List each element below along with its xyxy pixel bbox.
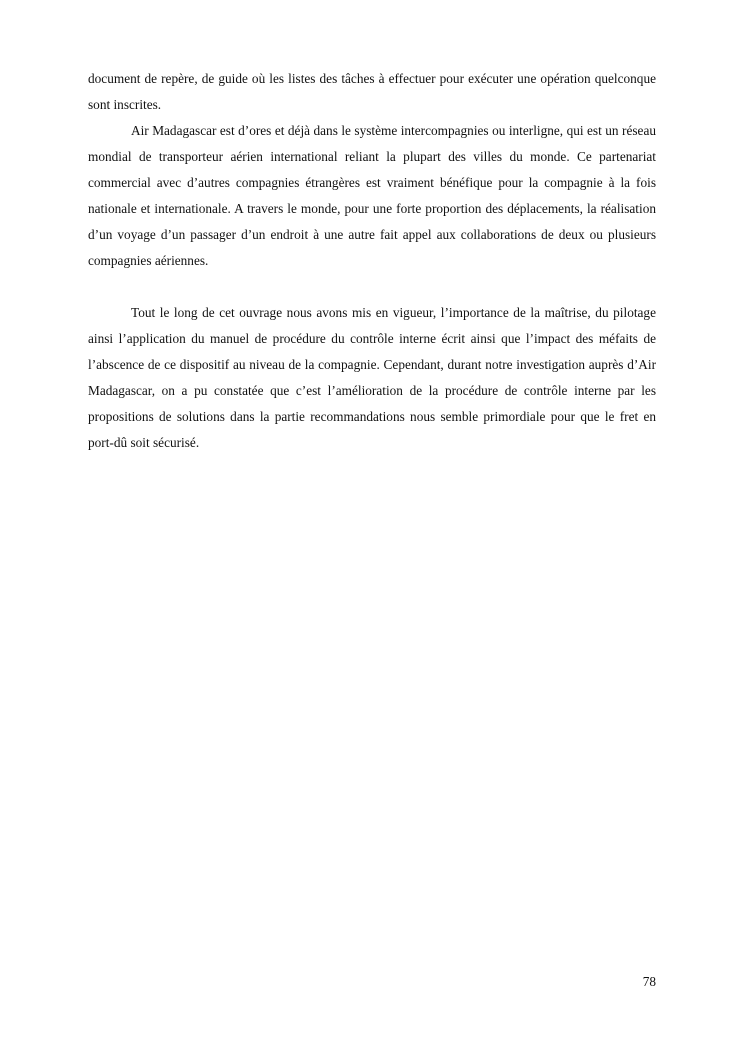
paragraph-air-madagascar-interline: Air Madagascar est d’ores et déjà dans le système intercompagnies ou interligne, qui est un réseau mondial de transporteur aérien international reliant la plupart des villes du monde. Ce partenariat commercial avec d’autres compagnies étrangères est vraiment bénéfique pour la compagnie à la fois nationale et internationale. A travers le monde, pour une forte proportion des déplacements, la réalisation d’un voyage d’un passager d’un endroit à une autre fait appel aux collaborations de deux ou plusieurs compagnies aériennes. <box>88 123 656 268</box>
paragraph-continuation: document de repère, de guide où les listes des tâches à effectuer pour exécuter une opération quelconque sont inscrites. <box>88 71 656 112</box>
page-number: 78 <box>642 974 656 989</box>
body-text <box>88 66 656 456</box>
paragraph-conclusion: Tout le long de cet ouvrage nous avons mis en vigueur, l’importance de la maîtrise, du pilotage ainsi l’application du manuel de procédure du contrôle interne écrit ainsi que l’impact des méfaits de l’abscence de ce dispositif au niveau de la compagnie. Cependant, durant notre investigation auprès d’Air Madagascar, on a pu constatée que c’est l’amélioration de la procédure de contrôle interne par les propositions de solutions dans la partie recommandations nous semble primordiale pour que le fret en port-dû soit sécurisé. <box>88 305 656 450</box>
